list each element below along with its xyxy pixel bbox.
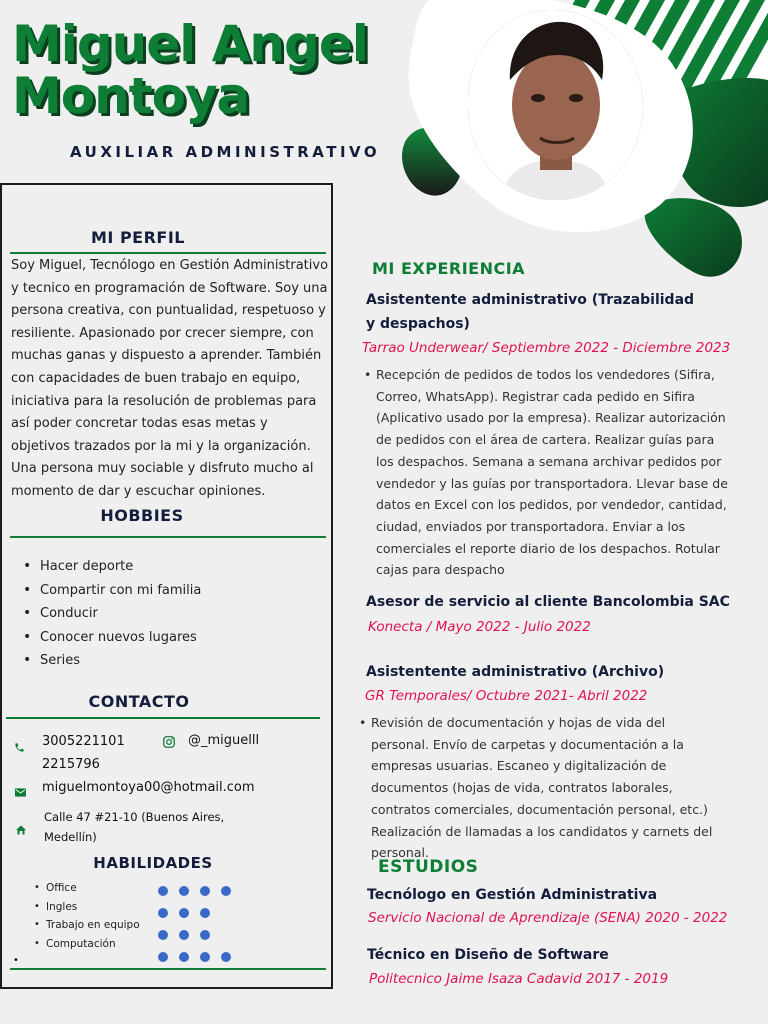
hobbies-list — [12, 555, 312, 673]
profile-title: MI PERFIL — [91, 228, 185, 247]
study-title-2: Técnico en Diseño de Software — [367, 947, 609, 963]
skill-dot — [158, 908, 168, 918]
divider — [6, 717, 320, 719]
list-item: • Trabajo en equipo — [24, 916, 174, 935]
list-item: • Series — [12, 649, 312, 673]
divider — [10, 252, 326, 254]
skill-dot — [179, 952, 189, 962]
name-heading — [12, 15, 368, 125]
portrait-illustration — [468, 10, 643, 200]
job-place-2: Konecta / Mayo 2022 - Julio 2022 — [368, 619, 591, 635]
skill-dot — [179, 908, 189, 918]
skill-dot — [158, 930, 168, 940]
phone-number-1[interactable]: 3005221101 — [42, 734, 125, 749]
skills-list — [24, 879, 174, 953]
instagram-icon — [162, 734, 176, 753]
job-desc-text: Revisión de documentación y hojas de vida del personal. Envío de carpetas y documentación a la empresas usuarias. Escaneo y digitalización de documentos (hojas de vida, contratos laborales, contratos comerciales, documentación personal, etc.) Realización de llamadas a los candidatos y carnets del personal. — [371, 715, 713, 861]
job-place-3: GR Temporales/ Octubre 2021- Abril 2022 — [365, 688, 648, 704]
job-title-3: Asistentente administrativo (Archivo) — [366, 664, 665, 680]
job-description-1 — [364, 364, 731, 581]
divider — [10, 968, 326, 970]
list-item: • Office — [24, 879, 174, 898]
home-icon — [15, 821, 27, 840]
study-title-1: Tecnólogo en Gestión Administrativa — [367, 887, 658, 903]
skill-dot — [179, 886, 189, 896]
list-item: • Hacer deporte — [12, 555, 312, 579]
address: Calle 47 #21-10 (Buenos Aires, Medellín) — [44, 810, 225, 844]
job-description-3 — [359, 712, 726, 864]
email-icon — [15, 782, 26, 801]
phone-icon — [14, 742, 25, 756]
list-item: • Computación — [24, 935, 174, 954]
bullet-dot: • — [364, 367, 372, 382]
list-item: • Compartir con mi familia — [12, 579, 312, 603]
job-title-2: Asesor de servicio al cliente Bancolombia SAC — [366, 594, 730, 610]
job-place-1: Tarrao Underwear/ Septiembre 2022 - Diciembre 2023 — [362, 340, 731, 356]
studies-title: ESTUDIOS — [378, 857, 479, 877]
list-item: • Ingles — [24, 898, 174, 917]
skill-dot — [221, 886, 231, 896]
skills-title: HABILIDADES — [93, 854, 213, 872]
profile-text-2: Una persona muy sociable y disfruto mucho al momento de dar y escuchar opiniones. — [11, 461, 314, 499]
instagram-handle[interactable]: @_miguelll — [188, 733, 260, 748]
profile-photo — [468, 10, 643, 200]
skill-dot — [158, 952, 168, 962]
bullet-dot: • — [359, 715, 367, 730]
skill-dot — [221, 952, 231, 962]
job-desc-text: Recepción de pedidos de todos los vendedores (Sifira, Correo, WhatsApp). Registrar cada pedido en Sifira (Aplicativo usado por la empresa). Realizar autorización de pedidos con el área de cartera. Realizar guías para los despachos. Semana a semana archivar pedidos por vendedor y las guías por transportadora. Llevar base de datos en Excel con los pedidos, por vendedor, cantidad, ciudad, enviados por transportadora. Enviar a los comerciales el reporte diario de los despachos. Rotular cajas para despacho — [376, 367, 728, 578]
study-place-1: Servicio Nacional de Aprendizaje (SENA) 2020 - 2022 — [368, 910, 728, 926]
list-item: • Conducir — [12, 602, 312, 626]
job-title-1: Asistentente administrativo (Trazabilidad y despachos) — [366, 292, 695, 332]
contact-title: CONTACTO — [88, 692, 190, 711]
skill-dot — [200, 908, 210, 918]
phone-number-2[interactable]: 2215796 — [42, 757, 100, 772]
study-place-2: Politecnico Jaime Isaza Cadavid 2017 - 2019 — [369, 971, 669, 987]
job-role: AUXILIAR ADMINISTRATIVO — [70, 143, 381, 161]
skill-dot — [179, 930, 189, 940]
name-line-2: Montoya — [12, 67, 250, 125]
profile-paragraph — [11, 255, 329, 504]
skill-dot — [200, 886, 210, 896]
email-address[interactable]: miguelmontoya00@hotmail.com — [42, 780, 255, 795]
divider — [10, 536, 326, 538]
hobbies-title: HOBBIES — [100, 506, 184, 525]
bullet-dot: • — [13, 955, 19, 966]
skill-dot — [200, 952, 210, 962]
name-line-1: Miguel Angel — [12, 15, 368, 73]
skill-dot — [200, 930, 210, 940]
skill-dot — [158, 886, 168, 896]
list-item: • Conocer nuevos lugares — [12, 626, 312, 650]
experience-title: MI EXPERIENCIA — [372, 259, 526, 278]
profile-text: Soy Miguel, Tecnólogo en Gestión Administrativo y tecnico en programación de Software. Soy una persona creativa, con puntualidad, respetuoso y resiliente. Apasionado por crecer siempre, con muchas ganas y dispuesto a aprender. También con capacidades de buen trabajo en equipo, iniciativa para la resolución de problemas para así poder concretar todas esas metas y objetivos trazados por la mi y la organización. — [11, 258, 329, 454]
skill-level-dots — [158, 886, 258, 966]
